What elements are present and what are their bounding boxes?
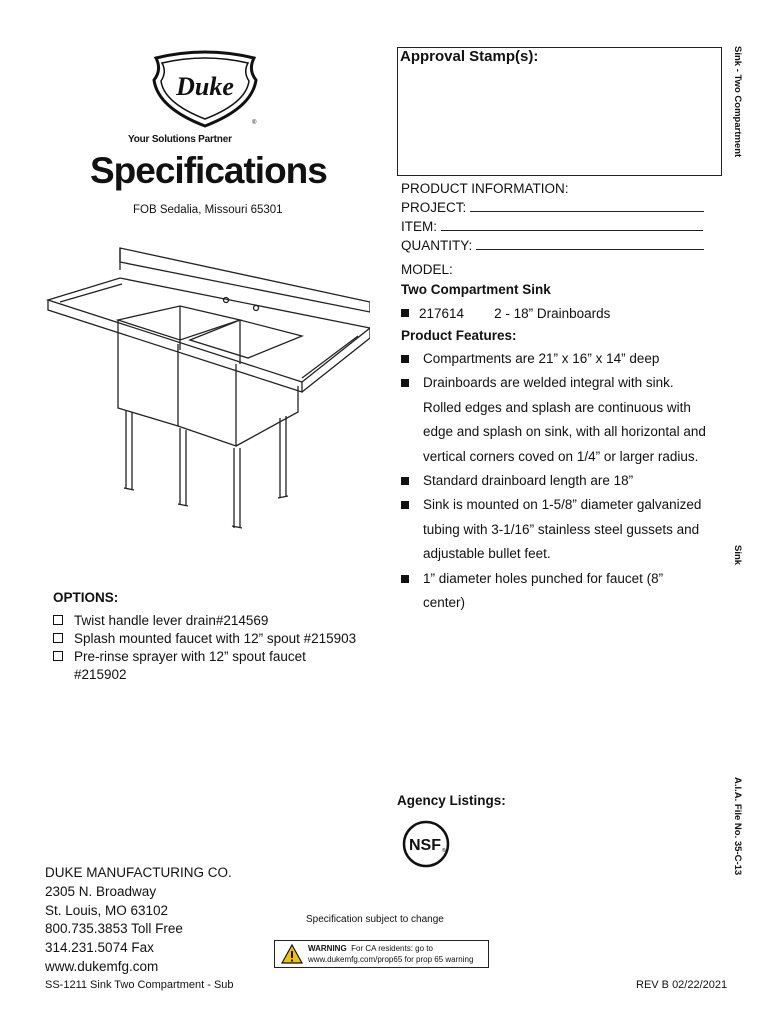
page-title: Specifications (90, 150, 327, 191)
prop65-warning (274, 940, 489, 968)
sink-illustration (40, 240, 370, 530)
model-label: MODEL: (401, 262, 453, 277)
tagline: Your Solutions Partner (128, 134, 232, 145)
side-label-bottom: A.I.A. File No. 35-C-13 (732, 777, 743, 876)
product-info-heading: PRODUCT INFORMATION: (401, 181, 569, 196)
options-heading: OPTIONS: (53, 590, 119, 605)
features-list (401, 347, 721, 615)
warning-label: WARNING (308, 944, 347, 953)
feature-item: Compartments are 21” x 16” x 14” deep (401, 347, 721, 371)
model-name: Two Compartment Sink (401, 282, 551, 297)
bullet-icon (401, 309, 409, 317)
item-line (441, 219, 703, 231)
company-tollfree: 800.735.3853 Toll Free (45, 921, 183, 937)
feature-item: 1” diameter holes punched for faucet (8” center) (401, 567, 721, 616)
feature-item: Drainboards are welded integral with sink. Rolled edges and splash are continuous with edge and splash on sink, with all horizontal and vertical corners coved on 1/4” or larger radius. (401, 371, 721, 469)
side-label-top: Sink - Two Compartment (732, 46, 743, 158)
company-fax: 314.231.5074 Fax (45, 940, 154, 956)
company-name: DUKE MANUFACTURING CO. (45, 865, 232, 880)
feature-item: Sink is mounted on 1-5/8” diameter galvanized tubing with 3-1/16” stainless steel gussets and adjustable bullet feet. (401, 493, 721, 566)
company-block (45, 864, 232, 977)
warning-text-1: For CA residents: go to (351, 944, 433, 953)
registered-mark: ® (252, 120, 257, 126)
side-label-middle: Sink (732, 545, 743, 566)
feature-item: Standard drainboard length are 18” (401, 469, 721, 493)
quantity-label: QUANTITY: (401, 238, 473, 253)
logo-brand: Duke (176, 72, 234, 101)
checkbox-icon (53, 633, 63, 643)
footer-revision: REV B 02/22/2021 (636, 979, 728, 991)
checkbox-icon (53, 615, 63, 625)
model-row (401, 306, 610, 321)
duke-logo (148, 50, 262, 128)
bullet-icon (401, 355, 409, 363)
bullet-icon (401, 379, 409, 387)
nsf-logo (402, 820, 450, 868)
bullet-icon (401, 501, 409, 509)
option-item: Twist handle lever drain#214569 (53, 612, 268, 630)
fob-text: FOB Sedalia, Missouri 65301 (133, 204, 283, 216)
warning-icon (281, 944, 303, 964)
bullet-icon (401, 477, 409, 485)
nsf-text: NSF (409, 837, 441, 854)
nsf-registered: ® (442, 848, 446, 854)
footer-doc-id: SS-1211 Sink Two Compartment - Sub (45, 979, 234, 991)
model-number: 217614 (419, 306, 465, 321)
company-web[interactable]: www.dukemfg.com (45, 958, 159, 974)
spec-notice: Specification subject to change (306, 914, 444, 925)
item-label: ITEM: (401, 219, 437, 234)
option-item: Pre-rinse sprayer with 12” spout faucet #215902 (53, 648, 354, 684)
project-label: PROJECT: (401, 200, 467, 215)
approval-stamp-box (397, 47, 722, 176)
agency-heading: Agency Listings: (397, 793, 506, 808)
features-heading: Product Features: (401, 328, 517, 343)
approval-stamp-label: Approval Stamp(s): (400, 48, 539, 65)
checkbox-icon (53, 651, 63, 661)
project-line (470, 200, 704, 212)
model-desc: 2 - 18” Drainboards (494, 306, 611, 321)
warning-link[interactable]: www.dukemfg.com/prop65 for prop 65 warning (308, 955, 474, 964)
quantity-row (401, 238, 704, 253)
company-address2: St. Louis, MO 63102 (45, 902, 169, 918)
quantity-line (476, 238, 704, 250)
company-address1: 2305 N. Broadway (45, 883, 157, 899)
item-row (401, 219, 703, 234)
option-item: Splash mounted faucet with 12” spout #215903 (53, 630, 356, 648)
project-row (401, 200, 704, 215)
bullet-icon (401, 575, 409, 583)
